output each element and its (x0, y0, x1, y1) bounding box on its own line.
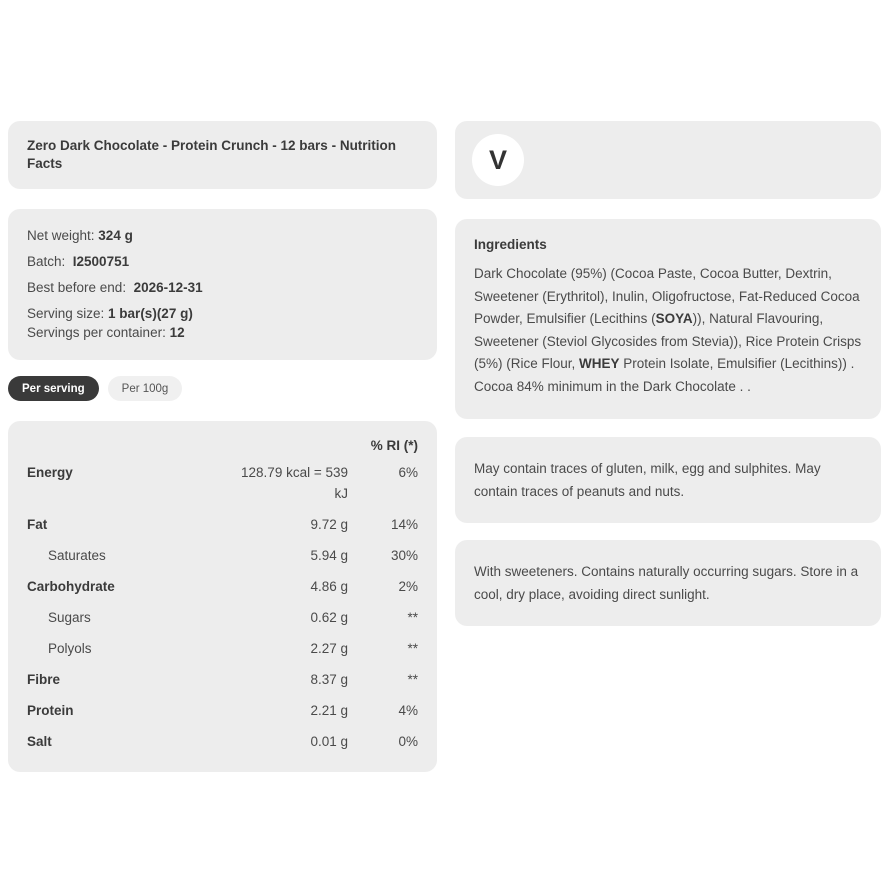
ingredient-segment: Protein Isolate, Emulsifier (Lecithins)) . Cocoa 84% minimum in the Dark Chocolate . . (474, 356, 855, 394)
nutrient-value: 128.79 kcal = 539 kJ (241, 465, 348, 501)
nutrition-row (27, 576, 418, 597)
nutrient-value: 2.21 g (310, 703, 348, 718)
nutrient-ri: 4% (398, 703, 418, 718)
product-title: Zero Dark Chocolate - Protein Crunch - 12 bars - Nutrition Facts (27, 138, 397, 171)
info-value: 1 bar(s)(27 g) (108, 306, 193, 321)
nutrient-name: Protein (27, 703, 74, 718)
per-100g-pill[interactable]: Per 100g (108, 376, 183, 401)
info-row (27, 226, 418, 245)
info-value: 12 (169, 325, 185, 340)
nutrient-name: Fibre (27, 672, 61, 687)
nutrient-ri: 6% (398, 465, 418, 480)
nutrition-row (27, 462, 418, 504)
storage-card (455, 540, 881, 626)
allergen-card (455, 437, 881, 523)
content-columns (8, 121, 881, 772)
nutrient-value: 4.86 g (310, 579, 348, 594)
nutrient-ri: ** (407, 610, 418, 625)
right-column (455, 121, 881, 643)
header-spacer (27, 438, 348, 453)
nutrition-row (27, 731, 418, 752)
nutrient-name: Fat (27, 517, 48, 532)
nutrient-ri: ** (407, 672, 418, 687)
info-value: I2500751 (72, 254, 130, 269)
nutrient-value: 5.94 g (310, 548, 348, 563)
ingredients-card (455, 219, 881, 419)
product-title-card (8, 121, 437, 189)
nutrient-ri: 0% (398, 734, 418, 749)
nutrient-ri: ** (407, 641, 418, 656)
product-info-card (8, 209, 437, 360)
nutrient-name: Energy (27, 465, 73, 480)
nutrition-table-card (8, 421, 437, 772)
allergen-highlight: WHEY (579, 356, 620, 372)
nutrition-row (27, 607, 418, 628)
info-value: 2026-12-31 (133, 280, 203, 295)
left-column (8, 121, 437, 772)
allergen-highlight: SOYA (655, 311, 693, 327)
info-value: 324 g (98, 228, 133, 243)
nutrition-row (27, 545, 418, 566)
info-label: Batch: (27, 254, 73, 269)
per-serving-pill[interactable]: Per serving (8, 376, 99, 401)
ingredients-text (474, 263, 862, 399)
ingredients-heading: Ingredients (474, 237, 547, 252)
nutrient-name: Polyols (48, 641, 92, 656)
nutrient-ri: 2% (398, 579, 418, 594)
nutrient-ri: 14% (390, 517, 418, 532)
info-row (27, 323, 418, 342)
vegetarian-badge-card (455, 121, 881, 199)
info-label: Serving size: (27, 306, 109, 321)
unit-toggle (8, 376, 437, 401)
storage-text: With sweeteners. Contains naturally occurring sugars. Store in a cool, dry place, avoiding direct sunlight. (474, 563, 859, 602)
nutrient-value: 0.01 g (310, 734, 348, 749)
nutrition-table-header (27, 438, 418, 453)
nutrient-name: Salt (27, 734, 52, 749)
nutrition-table-rows (27, 462, 418, 752)
ingredient-segment: Dark Chocolate (95%) (Cocoa Paste, Cocoa Butter, Dextrin, Sweetener (Erythritol), Inulin, Oligofructose, Fat-Reduced Cocoa Powder, Emulsifier (Lecithins ( (474, 266, 860, 327)
info-row (27, 278, 418, 297)
nutrient-ri: 30% (390, 548, 418, 563)
nutrition-row (27, 514, 418, 535)
nutrition-row (27, 638, 418, 659)
nutrient-name: Saturates (48, 548, 106, 563)
nutrient-value: 8.37 g (310, 672, 348, 687)
product-info-rows (27, 226, 418, 342)
allergen-text: May contain traces of gluten, milk, egg and sulphites. May contain traces of peanuts and nuts. (474, 460, 821, 499)
nutrient-name: Sugars (48, 610, 91, 625)
info-row (27, 304, 418, 323)
nutrition-row (27, 700, 418, 721)
nutrient-value: 9.72 g (310, 517, 348, 532)
info-label: Servings per container: (27, 325, 170, 340)
nutrition-row (27, 669, 418, 690)
info-label: Net weight: (27, 228, 99, 243)
info-label: Best before end: (27, 280, 134, 295)
vegetarian-icon: V (472, 134, 524, 186)
nutrient-name: Carbohydrate (27, 579, 115, 594)
nutrient-value: 0.62 g (310, 610, 348, 625)
ingredient-segment: )), Natural Flavouring, Sweetener (Steviol Glycosides from Stevia)), Rice Protein Crisps (5%) (Rice Flour, (474, 311, 862, 372)
nutrient-value: 2.27 g (310, 641, 348, 656)
info-row (27, 252, 418, 271)
ri-column-header: % RI (*) (370, 438, 418, 453)
